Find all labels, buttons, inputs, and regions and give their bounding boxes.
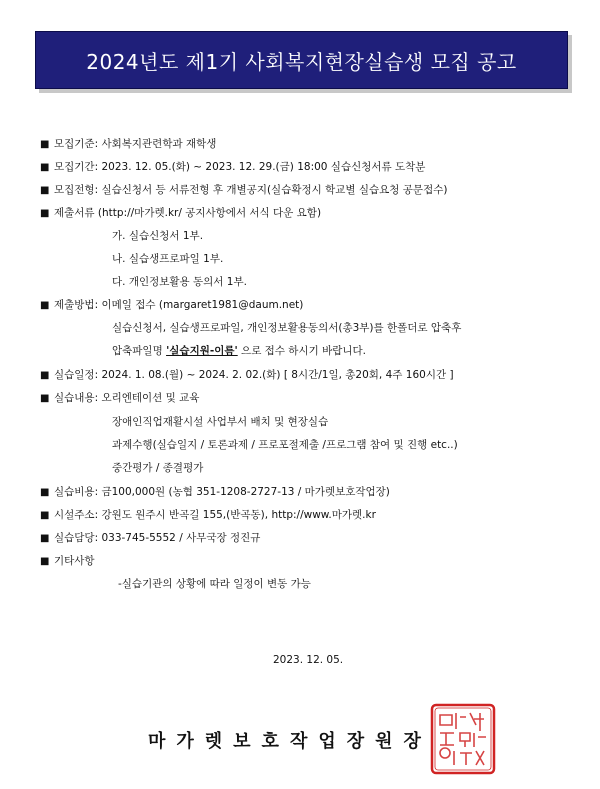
bullet-icon: ■ (40, 393, 50, 404)
document-item: 다. 개인정보활용 동의서 1부. (112, 276, 247, 288)
section-text: 2023. 12. 05.(화) ~ 2023. 12. 29.(금) 18:00 실습신청서류 도착분 (101, 161, 426, 173)
section-selection: ■ 모집전형: 실습신청서 등 서류전형 후 개별공지(실습확정시 학교별 실습요청 공문접수) (40, 184, 448, 196)
section-fee: ■ 실습비용: 금100,000원 (농협 351-1208-2727-13 / 마가렛보호작업장) (40, 486, 390, 498)
notice-date: 2023. 12. 05. (273, 654, 344, 666)
section-label: 제출방법 (54, 299, 95, 311)
section-address: ■ 시설주소: 강원도 원주시 반곡길 155,(반곡동), http://www.마가렛.kr (40, 509, 376, 521)
content-item: 장애인직업재활시설 사업부서 배치 및 현장실습 (112, 416, 329, 428)
section-schedule: ■ 실습일정: 2024. 1. 08.(월) ~ 2024. 2. 02.(화) [ 8시간/1일, 총20회, 4주 160시간 ] (40, 369, 454, 381)
section-text: 오리엔테이션 및 교육 (101, 392, 200, 404)
section-etc (40, 554, 95, 569)
section-text: (http://마가렛.kr/ 공지사항에서 서식 다운 요함) (97, 207, 322, 219)
bullet-icon: ■ (40, 185, 50, 196)
section-recruit-criteria: ■ 모집기준: 사회복지관련학과 재학생 (40, 138, 217, 150)
content-item: 중간평가 / 종결평가 (112, 462, 204, 474)
section-text: 강원도 원주시 반곡길 155,(반곡동), http://www.마가렛.kr (101, 509, 376, 521)
page-title: 2024년도 제1기 사회복지현장실습생 모집 공고 (35, 31, 568, 89)
submission-suffix: 으로 접수 하시기 바랍니다. (237, 345, 366, 357)
section-label: 실습내용 (54, 392, 95, 404)
section-label: 모집기간 (54, 161, 95, 173)
official-seal-icon (430, 703, 496, 775)
bullet-icon: ■ (40, 162, 50, 173)
section-label: 실습담당 (54, 532, 95, 544)
bullet-icon: ■ (40, 487, 50, 498)
submission-line-1: 실습신청서, 실습생프로파일, 개인정보활용동의서(총3부)를 한폴더로 압축후 (112, 322, 462, 334)
section-label: 시설주소 (54, 509, 95, 521)
bullet-icon: ■ (40, 556, 50, 567)
section-documents (40, 206, 321, 221)
section-label: 제출서류 (54, 207, 95, 219)
bullet-icon: ■ (40, 139, 50, 150)
section-content: ■ 실습내용: 오리엔테이션 및 교육 (40, 392, 200, 404)
filename-format: '실습지원-이름' (166, 345, 238, 357)
bullet-icon: ■ (40, 510, 50, 521)
submission-prefix: 압축파일명 (112, 345, 167, 357)
note-item: -실습기관의 상황에 따라 일정이 변동 가능 (118, 578, 311, 590)
bullet-icon: ■ (40, 208, 50, 219)
section-label: 실습일정 (54, 369, 95, 381)
section-submission: ■ 제출방법: 이메일 접수 (margaret1981@daum.net) (40, 299, 304, 311)
section-recruit-period: ■ 모집기간: 2023. 12. 05.(화) ~ 2023. 12. 29.(금) 18:00 실습신청서류 도착분 (40, 161, 426, 173)
section-label: 기타사항 (54, 555, 95, 567)
section-text: 이메일 접수 (margaret1981@daum.net) (101, 299, 304, 311)
section-text: 금100,000원 (농협 351-1208-2727-13 / 마가렛보호작업장) (101, 486, 390, 498)
section-label: 모집기준 (54, 138, 95, 150)
section-text: 실습신청서 등 서류전형 후 개별공지(실습확정시 학교별 실습요청 공문접수) (101, 184, 448, 196)
section-label: 모집전형 (54, 184, 95, 196)
document-item: 가. 실습신청서 1부. (112, 230, 204, 242)
content-item: 과제수행(실습일지 / 토론과제 / 프로포절제출 /프로그램 참여 및 진행 etc..) (112, 439, 458, 451)
section-label: 실습비용 (54, 486, 95, 498)
bullet-icon: ■ (40, 533, 50, 544)
submission-line-2 (112, 344, 366, 358)
organization-name: 마가렛보호작업장원장 (148, 731, 432, 752)
section-contact: ■ 실습담당: 033-745-5552 / 사무국장 정진규 (40, 532, 261, 544)
document-item: 나. 실습생프로파일 1부. (112, 253, 224, 265)
bullet-icon: ■ (40, 300, 50, 311)
section-text: 2024. 1. 08.(월) ~ 2024. 2. 02.(화) [ 8시간/1일, 총20회, 4주 160시간 ] (101, 369, 454, 381)
bullet-icon: ■ (40, 370, 50, 381)
section-text: 033-745-5552 / 사무국장 정진규 (101, 532, 261, 544)
section-text: 사회복지관련학과 재학생 (101, 138, 217, 150)
